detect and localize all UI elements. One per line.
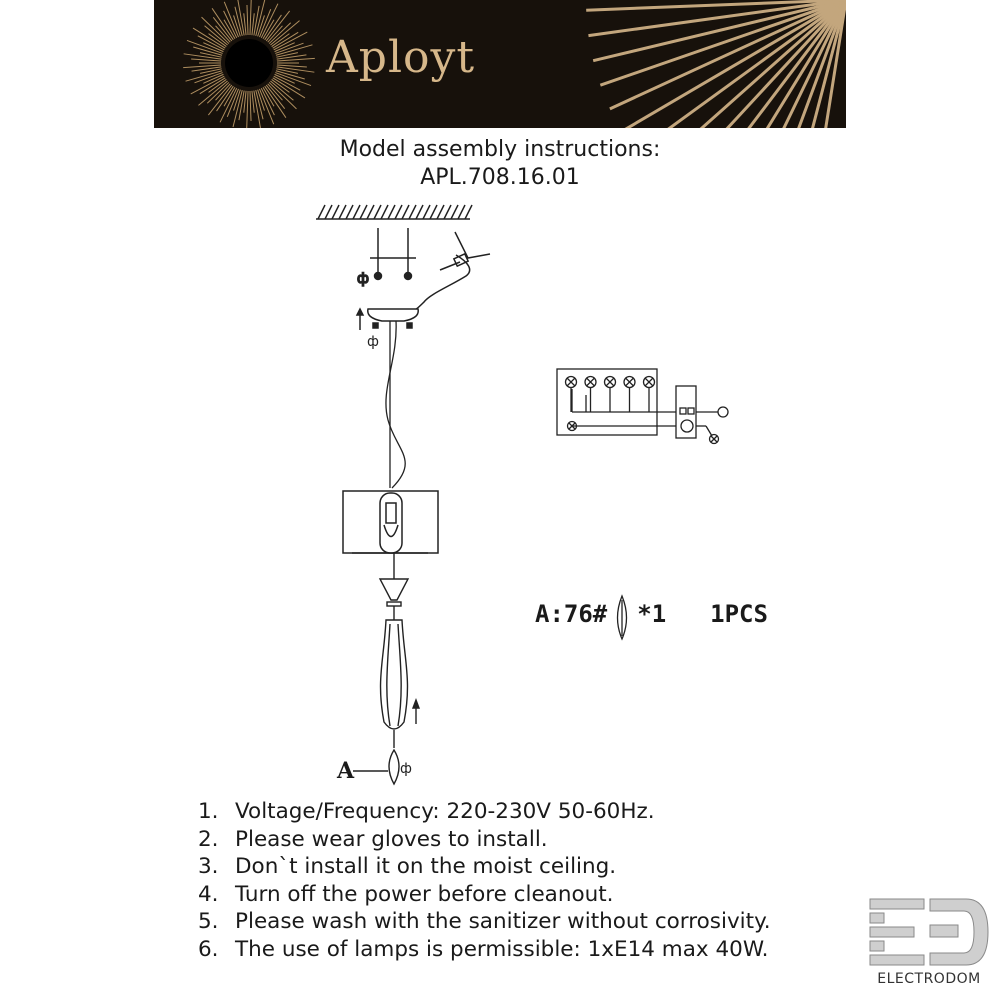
svg-text:ф: ф — [357, 271, 369, 287]
svg-text:ф: ф — [400, 761, 412, 777]
part-code: A:76# — [535, 600, 608, 628]
suspension-cable — [386, 321, 405, 488]
note-item: 4. Turn off the power before cleanout. — [198, 881, 614, 907]
ceiling-canopy — [357, 309, 418, 350]
part-quantity: 1PCS — [710, 600, 768, 628]
crystal-drop-pendant — [353, 750, 412, 784]
svg-text:ф: ф — [367, 334, 379, 350]
parts-spec — [535, 600, 768, 628]
mounting-screws — [357, 228, 416, 287]
note-item: 6. The use of lamps is permissible: 1xE14 max 40W. — [198, 936, 769, 962]
note-item: 5. Please wash with the sanitizer without corrosivity. — [198, 909, 771, 935]
note-item: 2. Please wear gloves to install. — [198, 826, 548, 852]
title-line-1: Model assembly instructions: — [339, 137, 661, 162]
wiring-diagram — [557, 369, 728, 444]
electrodom-logo — [866, 895, 992, 995]
instruction-notes — [198, 798, 771, 964]
part-multiplier: *1 — [637, 600, 667, 628]
wire-connector — [408, 232, 490, 312]
note-item: 1. Voltage/Frequency: 220-230V 50-60Hz. — [198, 799, 655, 824]
ceiling-hatch — [316, 205, 472, 219]
electrodom-caption: ELECTRODOM — [877, 971, 981, 987]
model-number: APL.708.16.01 — [420, 165, 580, 190]
brand-name: Aployt — [326, 32, 476, 83]
lamp-shade — [343, 491, 438, 553]
crystal-body — [380, 553, 419, 748]
ed-logo-mark — [866, 895, 992, 967]
part-marker-label: A — [337, 758, 355, 784]
note-item: 3. Don`t install it on the moist ceiling. — [198, 854, 617, 880]
